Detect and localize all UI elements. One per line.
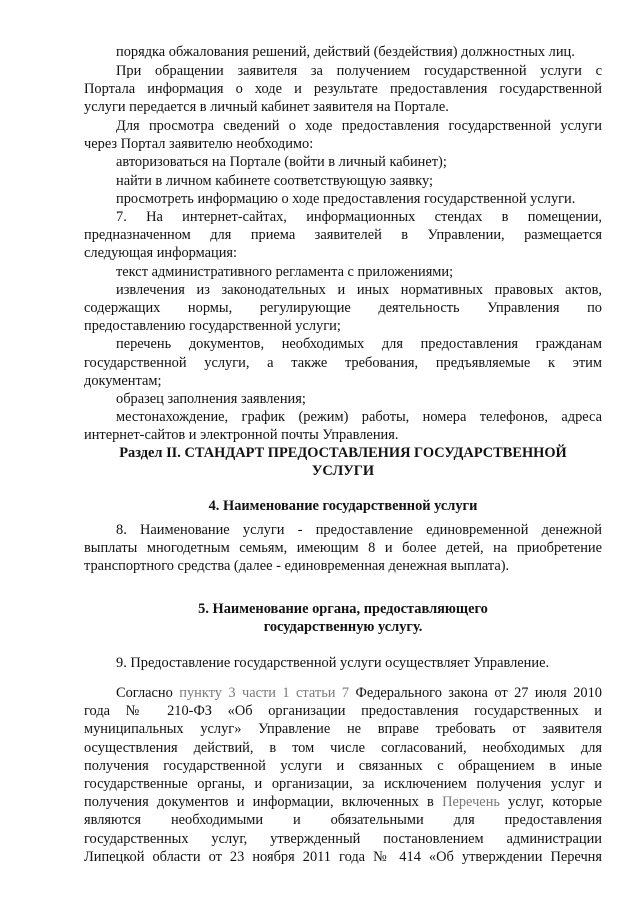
text-line: При обращении заявителя за получением государственной услуги с — [116, 63, 602, 79]
text-line — [84, 684, 602, 702]
subsection-heading-4 — [84, 497, 602, 515]
list-item: извлечения из законодательных и иных нормативных правовых актов, — [116, 281, 602, 298]
list-item: авторизоваться на Портале (войти в личный кабинет); — [116, 154, 447, 171]
text-line: года № 210-ФЗ «Об организации предоставления государственных и — [84, 703, 602, 720]
text-line: услуги передается в личный кабинет заявителя на Портале. — [84, 99, 449, 116]
text-span: Согласно — [116, 685, 180, 701]
list-item: просмотреть информацию о ходе предоставления государственной услуги. — [116, 190, 576, 207]
paragraph-10 — [84, 684, 602, 866]
text-line: государственных услуг, утвержденный постановлением администрации — [84, 830, 602, 847]
paragraph-portal-view — [84, 117, 602, 208]
text-line: осуществления действий, в том числе согласований, необходимых для — [84, 739, 602, 756]
text-line: государственные органы, и организации, за исключением получения услуг и — [84, 776, 602, 793]
text-line: выплаты многодетным семьям, имеющим 8 и более детей, на приобретение — [84, 540, 602, 557]
section-heading-line: Раздел II. СТАНДАРТ ПРЕДОСТАВЛЕНИЯ ГОСУДАРСТВЕННОЙ — [119, 445, 567, 461]
paragraph-8 — [84, 521, 602, 576]
text-line: 8. Наименование услуги - предоставление единовременной денежной — [116, 522, 602, 538]
text-line: 9. Предоставление государственной услуги осуществляет Управление. — [116, 655, 550, 671]
text-line: транспортного средства (далее - единовременная денежная выплата). — [84, 558, 510, 575]
law-reference-link[interactable]: пункту 3 части 1 статьи 7 — [179, 685, 350, 701]
list-item: местонахождение, график (режим) работы, номера телефонов, адреса — [116, 409, 602, 426]
subsection-heading-text: 4. Наименование государственной услуги — [208, 498, 478, 514]
paragraph-7 — [84, 208, 602, 445]
text-line: 7. На интернет-сайтах, информационных стендах в помещении, — [116, 209, 602, 225]
list-item: перечень документов, необходимых для предоставления гражданам — [116, 336, 602, 353]
list-item: текст административного регламента с приложениями; — [116, 263, 454, 280]
text-line: государственной услуги, а также требования, предъявляемые к этим — [84, 354, 602, 371]
subsection-heading-5 — [84, 600, 602, 636]
text-line: муниципальных услуг» Управление не вправе требовать от заявителя — [84, 721, 602, 738]
subsection-heading-text: 5. Наименование органа, предоставляющего — [198, 601, 488, 617]
text-line: Портала информация о ходе и результате предоставления государственной — [84, 81, 602, 98]
text-line: предназначенном для приема заявителей в Управлении, размещается — [84, 227, 602, 244]
text-line: Липецкой области от 23 ноября 2011 года № 414 «Об утверждении Перечня — [84, 848, 602, 865]
text-line: Для просмотра сведений о ходе предоставления государственной услуги — [116, 118, 602, 134]
list-item: образец заполнения заявления; — [116, 391, 306, 408]
list-item: найти в личном кабинете соответствующую заявку; — [116, 172, 434, 189]
text-line: интернет-сайтов и электронной почты Управления. — [84, 427, 399, 444]
subsection-heading-text: государственную услугу. — [263, 619, 423, 636]
text-line: являются необходимыми и обязательными для предоставления — [84, 812, 602, 829]
section-heading — [84, 444, 602, 480]
text-span: Федерального закона от 27 июля 2010 — [349, 685, 602, 701]
text-line: документам; — [84, 372, 162, 389]
text-line: предоставлению государственной услуги; — [84, 318, 341, 335]
paragraph-portal-info — [84, 62, 602, 117]
text-line: через Портал заявителю необходимо: — [84, 136, 314, 153]
text-line: получения государственной услуги и связанных с обращением в иные — [84, 757, 602, 774]
text-line: следующая информация: — [84, 245, 238, 262]
paragraph-9 — [84, 654, 602, 672]
text-line — [84, 793, 602, 811]
section-heading-line: УСЛУГИ — [311, 463, 375, 480]
list-reference-link[interactable]: Перечень — [442, 794, 500, 811]
text-span: услуг, которые — [499, 794, 603, 811]
text-line: порядка обжалования решений, действий (бездействия) должностных лиц. — [116, 44, 575, 60]
text-span: получения документов и информации, включенных в — [84, 794, 443, 811]
text-line: содержащих нормы, регулирующие деятельность Управления по — [84, 300, 602, 317]
paragraph-appeal-order — [84, 43, 602, 61]
